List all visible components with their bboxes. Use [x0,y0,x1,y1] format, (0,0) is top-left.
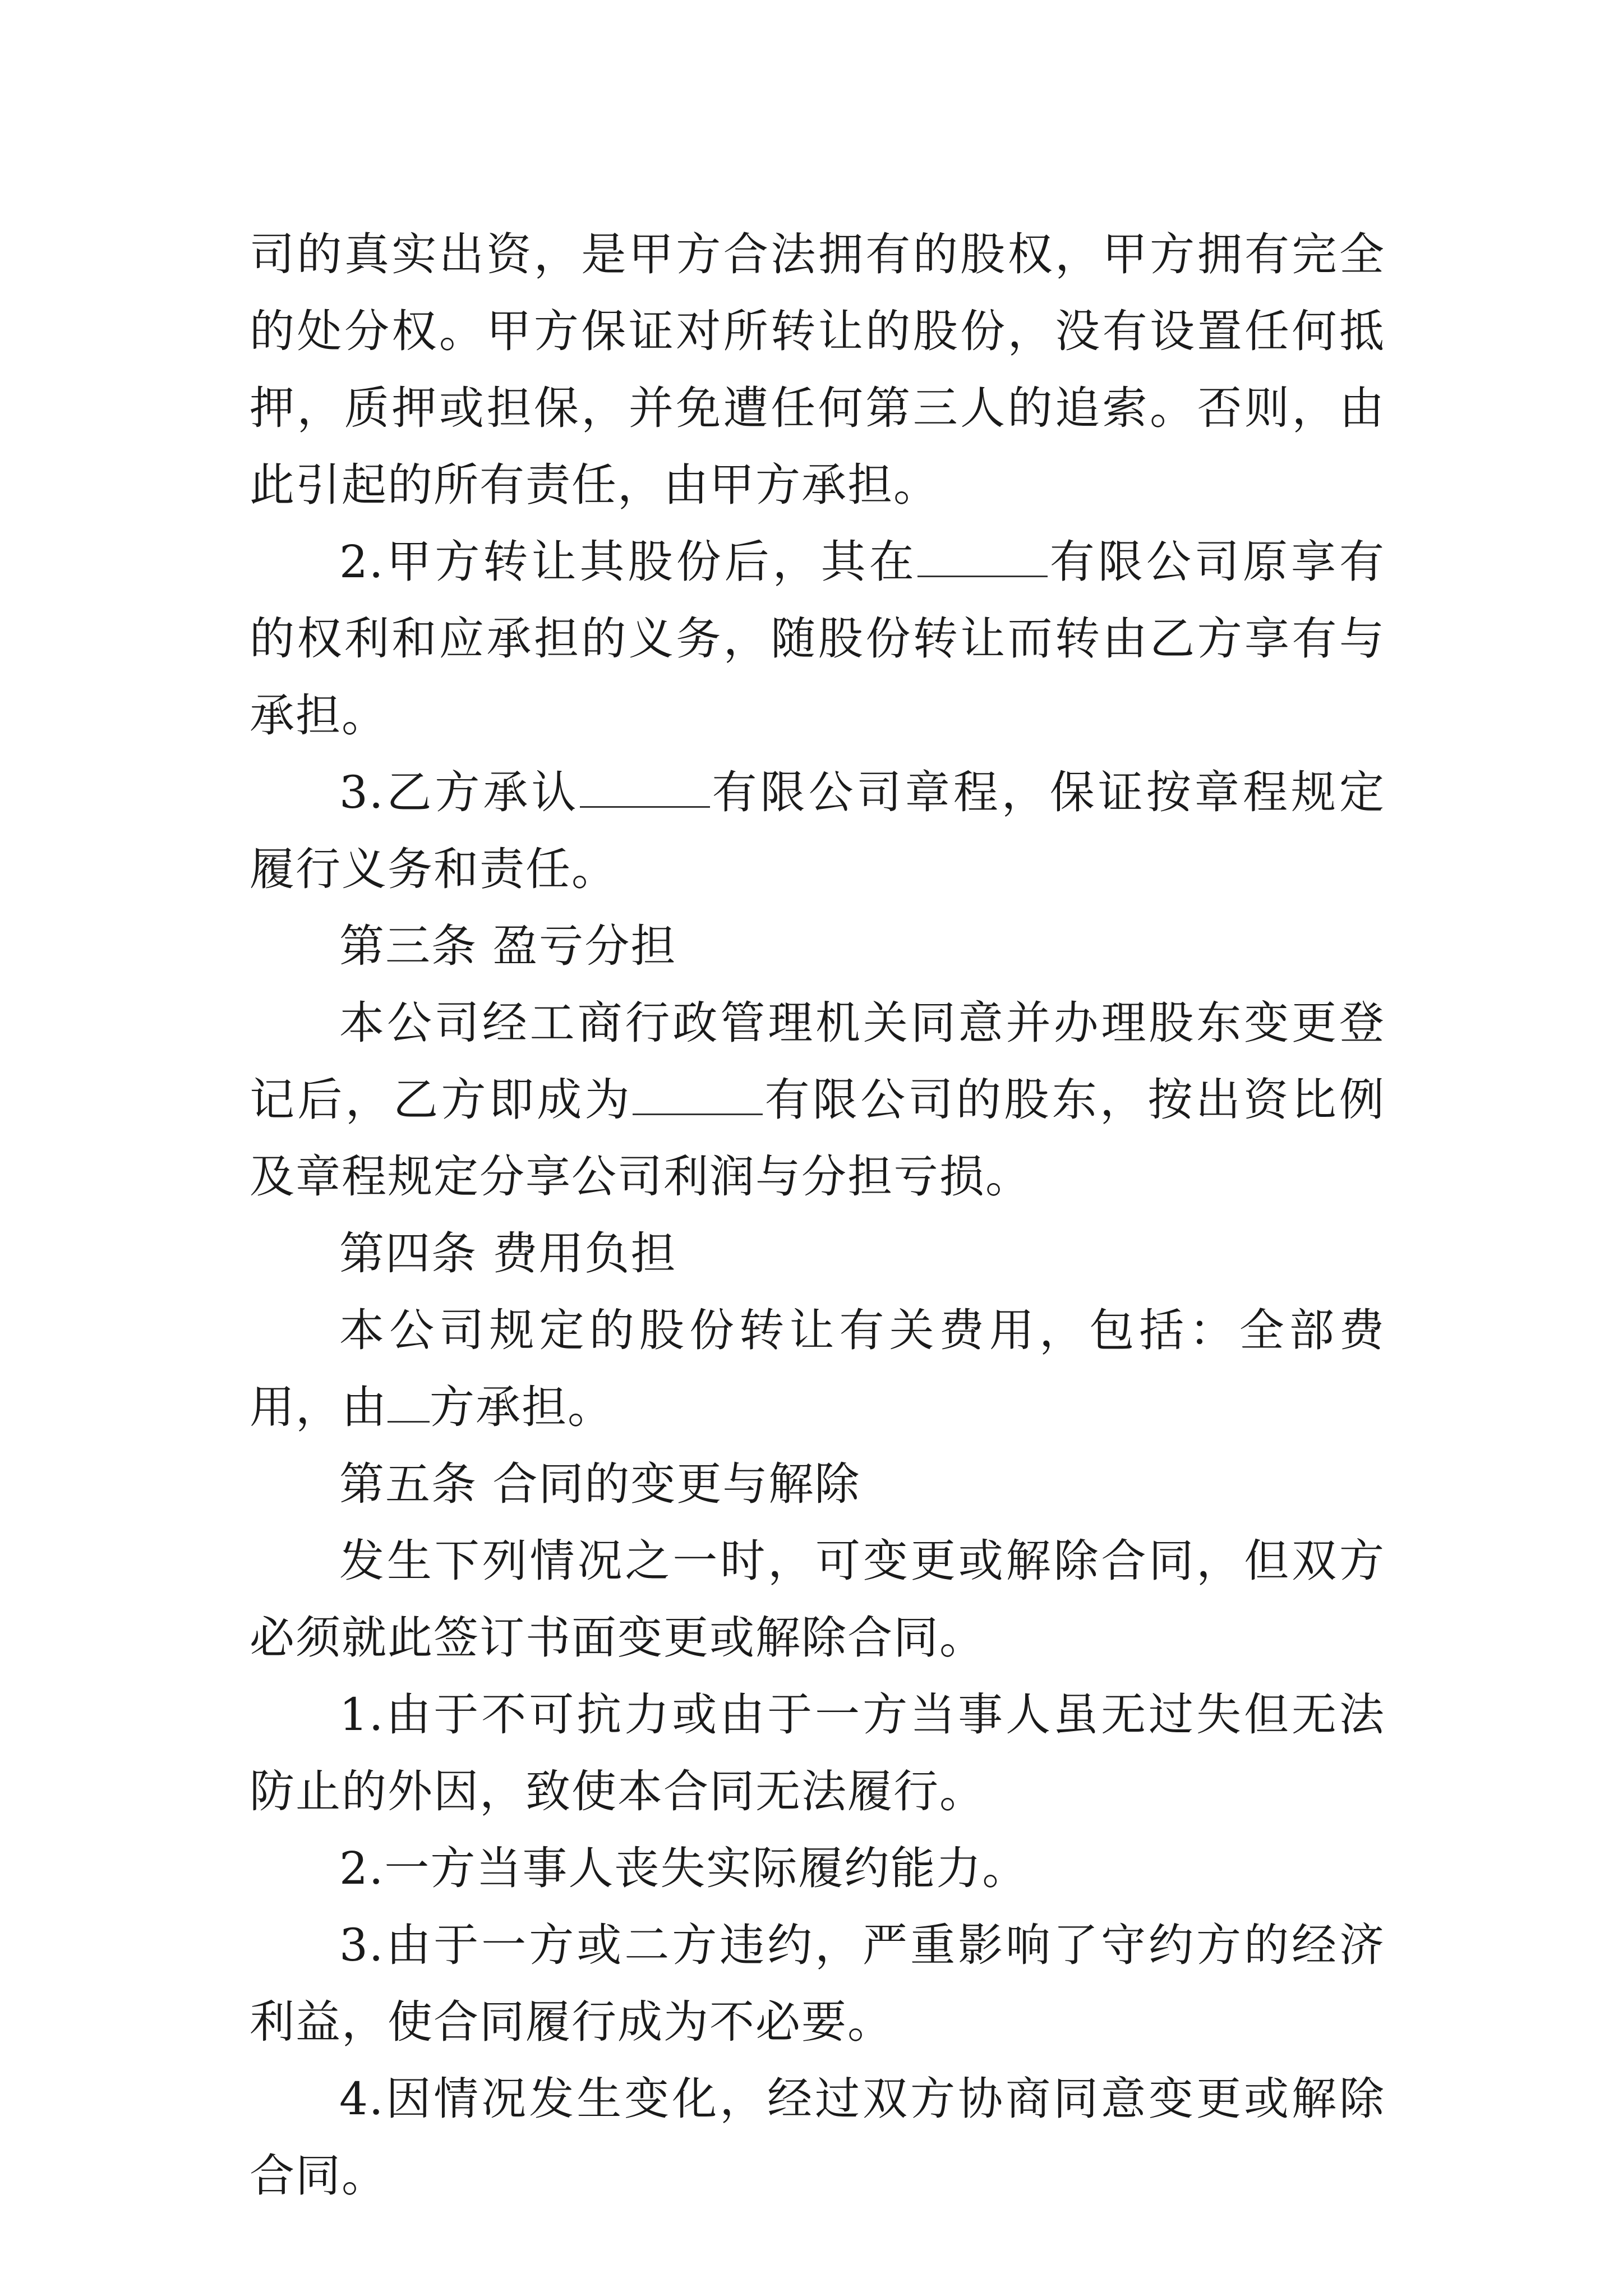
paragraph-text: 本公司规定的股份转让有关费用，包括：全部费用，由 [250,1304,1385,1433]
paragraph-transfer-warranty: 司的真实出资，是甲方合法拥有的股权，甲方拥有完全的处分权。甲方保证对所转让的股份，没有设置任何抵押，质押或担保，并免遭任何第三人的追索。否则，由此引起的所有责任，由甲方承担。 [250,228,1385,511]
paragraph-amendment-intro: 发生下列情况之一时，可变更或解除合同，但双方必须就此签订书面变更或解除合同。 [250,1535,1385,1664]
company-name-blank [580,771,710,808]
company-name-blank [917,541,1048,577]
paragraph-text: 3.乙方承认 [339,766,580,818]
list-item-incapacity: 2.一方当事人丧失实际履约能力。 [339,1842,1029,1894]
party-blank [388,1386,430,1423]
paragraph-text: 方承担。 [430,1381,614,1433]
company-name-blank [633,1079,763,1115]
paragraph-text: 有限公司原享有的权利和应承担的义务，随股份转让而转由乙方享有与承担。 [250,536,1386,742]
paragraph-rights-transfer [250,523,1385,754]
paragraph-text: 2.甲方转让其股份后，其在 [339,536,917,588]
list-item-mutual-agreement: 4.因情况发生变化，经过双方协商同意变更或解除合同。 [250,2073,1385,2202]
paragraph-text: 有限公司章程，保证按章程规定履行义务和责任。 [250,766,1386,895]
section-heading-profit-loss: 第三条 盈亏分担 [339,920,677,972]
document-page [250,216,1385,2214]
list-item-breach: 3.由于一方或二方违约，严重影响了守约方的经济利益，使合同履行成为不必要。 [250,1919,1385,2048]
paragraph-text: 有限公司的股东，按出资比例及章程规定分享公司利润与分担亏损。 [250,1074,1386,1203]
paragraph-profit-loss [250,984,1385,1215]
section-heading-expenses: 第四条 费用负担 [339,1227,677,1280]
section-heading-amendment: 第五条 合同的变更与解除 [339,1458,861,1510]
paragraph-expenses [250,1292,1385,1446]
paragraph-text: 本公司经工商行政管理机关同意并办理股东变更登记后，乙方即成为 [250,997,1385,1126]
paragraph-articles-acceptance [250,754,1385,908]
list-item-force-majeure: 1.由于不可抗力或由于一方当事人虽无过失但无法防止的外因，致使本合同无法履行。 [250,1688,1385,1818]
